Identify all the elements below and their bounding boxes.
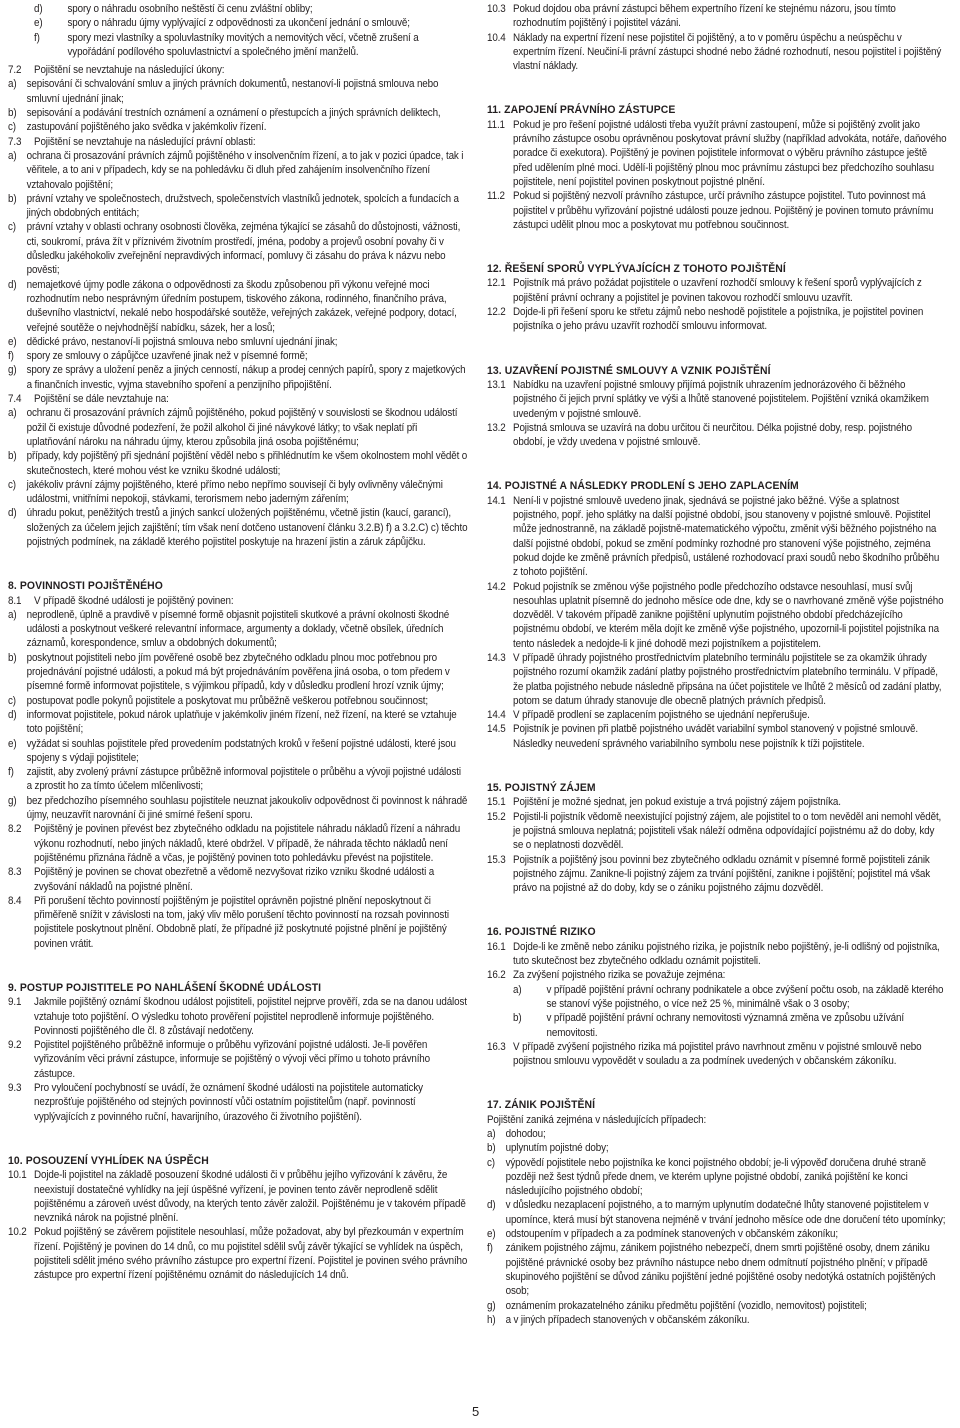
left-column: [8, 0, 468, 1283]
clause-16-3: 16.3 V případě zvýšení pojistného rizika má pojistitel právo navrhnout změnu v pojistné smlouvě nebo pojistnou smlouvu vypovědět v souladu a za podmínek uvedených v občanském zákoníku.: [487, 1040, 922, 1068]
right-column-text: [487, 2, 946, 1327]
clause-12-1: 12.1 Pojistník má právo požádat pojistitele o uzavření rozhodčí smlouvy k řešení sporů vyplývajících z pojištění právní ochrany a pojistitel je povinen takovou rozhodčí smlouvu uzavřít.: [487, 277, 922, 304]
list-item: c) postupovat podle pokynů pojistitele a poskytovat mu průběžně veškerou potřebnou součinnost;: [8, 694, 428, 707]
list-item: f) spory mezi vlastníky a spoluvlastníky movitých a nemovitých věcí, včetně zrušení a vypořádání podílového spoluvlastnictví a společného jmění manželů.: [34, 31, 419, 58]
list-item: a) neprodleně, úplně a pravdivě v písemné formě objasnit pojistiteli skutkové a právní okolnosti škodné události a poskytnout veškeré relevantní informace, argumenty a doklady, včetně obsílek, úředních záznamů, korespondence, smluv a obdobných dokumentů;: [8, 608, 450, 650]
list-item: f) spory ze smlouvy o zápůjčce uzavřené jinak než v písemné formě;: [8, 350, 308, 363]
list-item: d) v důsledku nezaplacení pojistného, a to marným uplynutím dodatečné lhůty stanovené pojistitelem v upomínce, která musí být stanovena nejméně v trvání jednoho měsíce ode dne doručení této upomínky;: [487, 1199, 946, 1226]
clause-7-2: 7.2 Pojištění se nevztahuje na následující úkony:: [8, 64, 225, 77]
list-item: d) informovat pojistitele, pokud nárok uplatňuje v jakémkoliv jiném řízení, než řízení, na které se vztahuje toto pojištění;: [8, 708, 457, 736]
clause-8-2: 8.2 Pojištěný je povinen převést bez zbytečného odkladu na pojistitele náhradu nákladů řízení a náhradu výkonu rozhodnutí, nebo jiných nákladů, které obdržel. V případě, že náhrada těchto nákladů není pojištěnému přiznána řádně a včas, je pojištěný povinen toto pohledávku převést na pojistitele.: [8, 823, 461, 864]
list-item: a) dohodou;: [487, 1128, 546, 1140]
heading-section-13: 13. UZAVŘENÍ POJISTNÉ SMLOUVY A VZNIK POJIŠTĚNÍ: [487, 364, 771, 377]
list-item: f) zajistit, aby zvolený právní zástupce průběžně informoval pojistitele o průběhu a vývoji pojistné události a zprostit ho za tímto účelem mlčenlivosti;: [8, 766, 461, 793]
clause-15-3: 15.3 Pojistník a pojištěný jsou povinni bez zbytečného odkladu oznámit v písemné formě pojistiteli zánik pojistného zájmu. Zanikne-li pojistný zájem za trvání pojištění, zanikne i pojištění; pojistitel má však právo na pojistné až do doby, kdy se o zániku pojistného zájmu dozvěděl.: [487, 853, 931, 895]
page-number: 5: [472, 1404, 480, 1419]
heading-section-9: 9. POSTUP POJISTITELE PO NAHLÁŠENÍ ŠKODNÉ UDÁLOSTI: [8, 982, 322, 994]
list-item: e) dědické právo, nestanoví-li pojistná smlouva nebo smluvní ujednání jinak;: [8, 335, 338, 348]
clause-14-4: 14.4 V případě prodlení se zaplacením pojistného se ujednání nepřerušuje.: [487, 709, 810, 722]
clause-15-1: 15.1 Pojištění je možné sjednat, jen pokud existuje a trvá pojistný zájem pojistníka.: [487, 796, 841, 809]
list-item: d) nemajetkové újmy podle zákona o odpovědnosti za škodu způsobenou při výkonu veřejné moci rozhodnutím nebo nesprávným úředním postupem, tiskového zákona, rodinného, finančního práva, duševního vlastnictví, nekalé nebo hospodářské soutěže, veřejných zakázek, veřejné podpory, dotací, veřejné soutěže o nejvhodnější nabídku, sázek, her a losů;: [8, 278, 457, 334]
clause-8-4: 8.4 Při porušení těchto povinností pojištěným je pojistitel oprávněn pojistné plnění neposkytnout či přiměřeně snížit v závislosti na tom, jaký vliv mělo porušení těchto povinností na rozsah povinnosti pojistitele poskytnout plnění. Obdobně platí, že případné již poskytnuté pojistné plnění je pojištěný povinen vrátit.: [8, 894, 449, 950]
clause-14-2: 14.2 Pokud pojistník se změnou výše pojistného podle předchozího odstavce nesouhlasí, musí svůj nesouhlas uplatnit písemně do jednoho měsíce ode dne, kdy se o navrhované změně výše pojistného dozvěděl. V takovém případě zanikne pojištění uplynutím pojistného období předcházejícího pojistnému období, ve kterém měla dojít ke změně výše pojistného, upozornil-li pojistitel pojistníka na tento následek a nedojde-li k jiné dohodě mezi pojistníkem a pojistitelem.: [487, 580, 944, 650]
clause-15-2: 15.2 Pojistil-li pojistník vědomě neexistující pojistný zájem, ale pojistitel to o tom nevěděl ani nemohl vědět, je pojistná smlouva neplatná; pojistiteli však náleží odměna odpovídající pojistnému až do doby, kdy se o neplatnosti dozvěděl.: [487, 810, 942, 852]
list-item: c) zastupování pojištěného jako svědka v jakémkoliv řízení.: [8, 121, 267, 134]
clause-13-2: 13.2 Pojistná smlouva se uzavírá na dobu určitou či neurčitou. Délka pojistné doby, resp. pojistného období, je vždy uvedena v pojistné smlouvě.: [487, 421, 912, 449]
list-item: e) vyžádat si souhlas pojistitele před provedením podstatných kroků v řešení pojistné události, které jsou spojeny s výdaji pojistitele;: [8, 737, 456, 764]
clause-14-1: 14.1 Není-li v pojistné smlouvě uvedeno jinak, sjednává se pojistné jako běžné. Výše a splatnost pojistného, popř. jeho splátky na další pojistné období, jsou stanoveny v pojistné smlouvě. Pojistitel může jednostranně, na základě pojistně-matematického výpočtu, změnit výši běžného pojistného na další pojistné období, pokud se změní podmínky rozhodné pro stanovení výše pojistného, zejména pokud dojde ke změně právních předpisů, ustálené rozhodovací praxi soudů nebo škodního průběhu z tohoto pojištění.: [487, 494, 940, 579]
list-item: b) v případě pojištění právní ochrany nemovitosti významná změna ve způsobu užívání nemovitosti.: [513, 1012, 904, 1039]
heading-section-12: 12. ŘEŠENÍ SPORŮ VYPLÝVAJÍCÍCH Z TOHOTO POJIŠTĚNÍ: [487, 263, 786, 276]
clause-10-3: 10.3 Pokud dojdou oba právní zástupci během expertního řízení ke stejnému názoru, jsou tímto rozhodnutím pojištěný i pojistitel vázáni.: [487, 3, 896, 30]
clause-14-5: 14.5 Pojistník je povinen při platbě pojistného uvádět variabilní symbol stanovený v pojistné smlouvě. Následky neuvedení správného variabilního symbolu nese pojistník k tíži pojistitele.: [487, 723, 918, 750]
clause-9-2: 9.2 Pojistitel pojištěného průběžně informuje o průběhu vyřizování pojistné události. Je-li pověřen vyřizováním věci právní zástupce, informuje se pojištěný o vývoji věci přímo u tohoto právního zástupce.: [8, 1039, 430, 1080]
clause-7-3: 7.3 Pojištění se nevztahuje na následující právní oblasti:: [8, 135, 256, 148]
list-item: d) spory o náhradu osobního neštěstí či cenu zvláštní obliby;: [34, 3, 313, 15]
list-item: a) ochrana či prosazování právních zájmů pojištěného v insolvenčním řízení, a to jak v pozici úpadce, tak i věřitele, a to ani v případech, kdy se na pohledávku či dluh před zahájením insolvenčního řízení vztahovalo pojištění;: [8, 149, 464, 191]
clause-11-1: 11.1 Pokud je pro řešení pojistné události třeba využít právní zastoupení, může si pojištěný zvolit jako právního zástupce osobu oprávněnou poskytovat právní služby (například advokáta, notáře, daňového poradce či exekutora). Pojištěný je povinen pojistitele informovat o výběru právního zástupce ještě před udělením plné moci. Udělí-li pojištěný plnou moc právnímu zástupci bez předchozího souhlasu pojistitele, není pojistitel povinen poskytnout pojistné plnění.: [487, 118, 947, 188]
clause-12-2: 12.2 Dojde-li při řešení sporu ke střetu zájmů nebo neshodě pojistitele a pojistníka, je pojistitel povinen pojistníka o jeho právu uzavřít rozhodčí smlouvu informovat.: [487, 306, 924, 333]
clause-16-1: 16.1 Dojde-li ke změně nebo zániku pojistného rizika, je pojistník nebo pojištěný, je-li odlišný od pojistníka, tuto skutečnost bez zbytečného odkladu oznámit pojistiteli.: [487, 940, 940, 968]
list-item: g) spory ze správy a uložení peněz a jiných cenností, nákup a prodej cenných papírů, spory z majetkových a finančních investic, vyjma stavebního spoření a penzijního připojištění.: [8, 364, 466, 391]
heading-section-16: 16. POJISTNÉ RIZIKO: [487, 926, 596, 939]
clause-9-1: 9.1 Jakmile pojištěný oznámí škodnou událost pojistiteli, pojistitel nejprve prověří, zda se na danou událost vztahuje toto pojištění. O výsledku tohoto prověření pojistitel neprodleně informuje pojištěného. Povinnosti pojištěného dle čl. 8 zůstávají nedotčeny.: [8, 996, 467, 1037]
list-item: d) úhradu pokut, peněžitých trestů a jiných sankcí uložených pojištěnému, včetně jistin (kaucí, garancí), složených za účelem jejich zajištění; tím však není dotčeno ustanovení článku 3.2.B) f) a 3.2.C) c) těchto pojistných podmínek, na základě kterého pojistitel poskytuje na hrazení jistin a záruk zápůjčku.: [8, 507, 468, 548]
heading-section-17: 17. ZÁNIK POJIŠTĚNÍ: [487, 1099, 596, 1112]
list-item: g) bez předchozího písemného souhlasu pojistitele neuznat jakoukoliv odpovědnost či povinnost k náhradě újmy, neuzavřít narovnání či jiné smírné řešení sporu.: [8, 794, 468, 822]
right-column: [487, 0, 947, 1327]
left-column-text: [8, 2, 467, 1283]
list-item: f) zánikem pojistného zájmu, zánikem pojistného nebezpečí, dnem smrti pojištěné osoby, dnem zániku pojištěné právnické osoby bez právního nástupce nebo dnem odmítnutí pojistného plnění; v případě skupinového pojištění se důvod zániku pojištění jedné pojištěné osoby nedotýká ostatních pojištěných osob;: [487, 1242, 936, 1298]
list-item: c) výpovědí pojistitele nebo pojistníka ke konci pojistného období; je-li výpověď doručena druhé straně později než šest týdnů přede dnem, ve kterém uplyne pojistné období, zaniká pojištění ke konci následujícího pojistného období;: [487, 1156, 927, 1198]
heading-section-15: 15. POJISTNÝ ZÁJEM: [487, 782, 596, 795]
heading-section-11: 11. ZAPOJENÍ PRÁVNÍHO ZÁSTUPCE: [487, 104, 676, 117]
list-item: b) uplynutím pojistné doby;: [487, 1142, 609, 1155]
list-item: a) sepisování či schvalování smluv a jiných právních dokumentů, nestanoví-li pojistná smlouva nebo smluvní ujednání jinak;: [8, 78, 439, 105]
list-item: g) oznámením prokazatelného zániku předmětu pojištění (vozidlo, nemovitost) pojistiteli;: [487, 1299, 867, 1312]
list-item: c) jakékoliv právní zájmy pojištěného, které přímo nebo nepřímo souvisejí či byly ovlivněny válečnými událostmi, vnitřními nepokoji, stávkami, terorismem nebo jaderným zářením;: [8, 478, 443, 506]
list-item: b) poskytnout pojistiteli nebo jím pověřené osobě bez zbytečného odkladu plnou moc potřebnou pro projednávání pojistné události, a pokud má být projednáváním pověřena jiná osoba, o tom předem v písemné formě informovat pojistitele, s výjimkou případů, kdy v důsledku prodlení hrozí vznik újmy;: [8, 651, 450, 693]
clause-13-1: 13.1 Nabídku na uzavření pojistné smlouvy přijímá pojistník uhrazením jednorázového či běžného pojistného či jejich první splátky ve výši a lhůtě stanovené pojistitelem. Pojištění vzniká okamžikem uvedeným v pojistné smlouvě.: [487, 378, 929, 420]
list-item: b) sepisování a podávání trestních oznámení a oznámení o přestupcích a jiných správních deliktech,: [8, 107, 441, 120]
clause-8-3: 8.3 Pojištěný je povinen se chovat obezřetně a vědomě nezvyšovat riziko vzniku škodné události a zvyšování nákladů na pojistné plnění.: [8, 866, 435, 893]
list-item: a) ochranu či prosazování právních zájmů pojištěného, pokud pojištěný v souvislosti se škodnou událostí požil či existuje důvodné podezření, že požil alkohol či jiné návykové látky; to však neplatí při uplatňování nároku na náhradu újmy, kterou způsobila jiná osoba pojištěnému;: [8, 407, 458, 448]
clause-16-2: 16.2 Za zvýšení pojistného rizika se považuje zejména:: [487, 969, 726, 982]
clause-8-1: 8.1 V případě škodné události je pojištěný povinen:: [8, 594, 234, 607]
clause-9-3: 9.3 Pro vyloučení pochybností se uvádí, že oznámení škodné události na pojistitele automaticky nezprošťuje pojištěného od stejných povinností vůči ostatním pojistitelům (např. povinností vyplývajících z povinného ruční, havarijního, úrazového či životního pojištění).: [8, 1082, 423, 1123]
clause-7-4: 7.4 Pojištění se dále nevztahuje na:: [8, 393, 169, 406]
clause-14-3: 14.3 V případě úhrady pojistného prostřednictvím platebního terminálu pojistitele se za okamžik úhrady pojistného rozumí okamžik zadání platby pojistného prostřednictvím platebního terminálu. V případě, že platba pojistného nebude následně připsána na účet pojistitele ve lhůtě 2 měsíců od zadání platby, potom se datum úhrady stanovuje dle obecně platných právních předpisů.: [487, 651, 942, 707]
heading-section-10: 10. POSOUZENÍ VYHLÍDEK NA ÚSPĚCH: [8, 1154, 209, 1167]
section-17-intro: Pojištění zaniká zejména v následujících případech:: [487, 1113, 707, 1126]
list-item: a) v případě pojištění právní ochrany podnikatele a obce zvýšení počtu osob, na základě kterého se stanoví výše pojistného, o více než 25 %, minimálně však o 3 osoby;: [513, 983, 944, 1010]
list-item: h) a v jiných případech stanovených v občanském zákoníku.: [487, 1313, 750, 1326]
clause-10-1: 10.1 Dojde-li pojistitel na základě posouzení škodné události či v průběhu jejího vyřizování k závěru, že neexistují dostatečné vyhlídky na její úspěšné vyřízení, je povinen tento závěr neprodleně sdělit pojištěnému a zároveň uvést důvody, na kterých tento závěr založil. Pojištěnému je v takovém případě nevzniká nárok na pojistné plnění.: [8, 1169, 466, 1225]
list-item: b) případy, kdy pojištěný při sjednání pojištění věděl nebo s přihlédnutím ke všem okolnostem mohl vědět o skutečnostech, které mohou vést ke vzniku škodné události;: [8, 450, 468, 477]
list-item: e) spory o náhradu újmy vyplývající z odpovědnosti za ukončení jednání o smlouvě;: [34, 17, 410, 30]
list-item: c) právní vztahy v oblasti ochrany osobnosti člověka, zejména týkající se zásahů do důstojnosti, vážnosti, cti, soukromí, práva žít v příznivém životním prostředí, jména, podoby a projevů osobní povahy či v důsledku jakéhokoliv zveřejnění nepravdivých informací, pomluvy či zásahu do práva k názvu nebo pověsti;: [8, 221, 461, 277]
clause-11-2: 11.2 Pokud si pojištěný nezvolí právního zástupce, určí právního zástupce pojistitel. Tuto povinnost má pojistitel v průběhu vyřizování pojistné události pouze jednou. Pojištěný je povinen tomuto právnímu zástupci udělit plnou moc a poskytovat mu potřebnou součinnost.: [487, 190, 934, 231]
clause-10-4: 10.4 Náklady na expertní řízení nese pojistitel či pojištěný, a to v poměru úspěchu a neúspěchu v expertním řízení. Neučiní-li právní zástupci shodné nebo žádné rozhodnutí, nesou pojistitel i pojištěný vlastní náklady.: [487, 31, 942, 73]
heading-section-8: 8. POVINNOSTI POJIŠTĚNÉHO: [8, 580, 163, 593]
heading-section-14: 14. POJISTNÉ A NÁSLEDKY PRODLENÍ S JEHO ZAPLACENÍM: [487, 480, 799, 493]
list-item: e) odstoupením v případech a za podmínek stanovených v občanském zákoníku;: [487, 1228, 838, 1241]
list-item: b) právní vztahy ve společnostech, družstvech, společenstvích vlastníků jednotek, spolcích a fundacích a jiných obdobných entitách;: [8, 192, 459, 220]
clause-10-2: 10.2 Pokud pojištěný se závěrem pojistitele nesouhlasí, může požadovat, aby byl přezkoumán v expertním řízení. Pojištěný je povinen do 14 dnů, co mu pojistitel sdělil svůj závěr týkající se vyhlídek na úspěch, pojistiteli sdělit jméno svého právního zástupce pro expertní řízení. Pojistitel je povinen svého právního zástupce pro expertní řízení pojištěnému oznámit do následujících 14 dnů.: [8, 1226, 468, 1282]
